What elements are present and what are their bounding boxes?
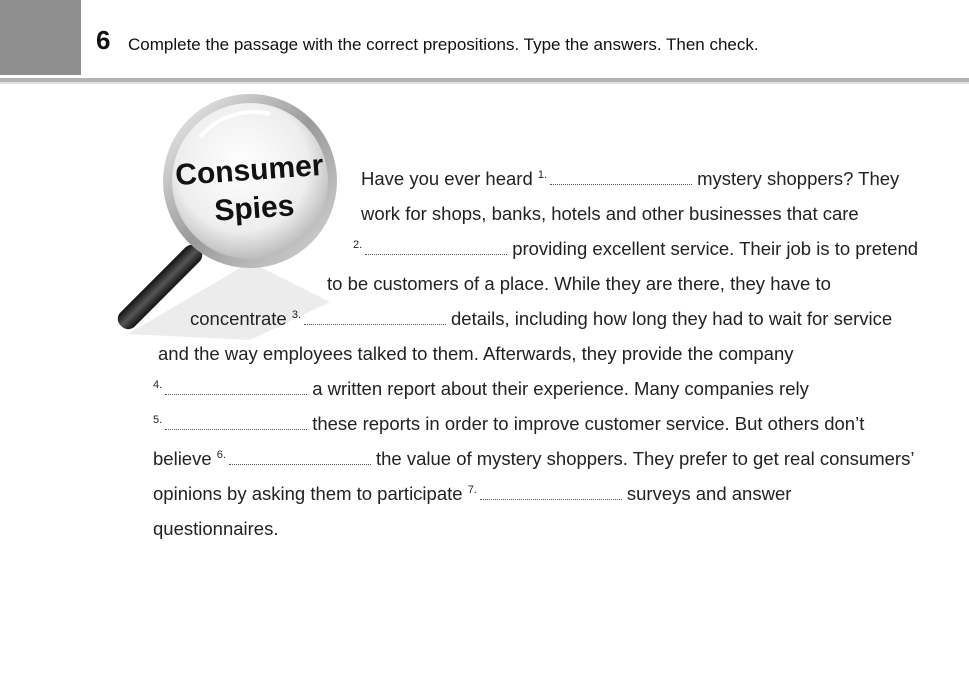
magnifying-glass-logo	[100, 92, 350, 342]
answer-blank-4[interactable]	[165, 384, 307, 395]
logo-text-line1: Consumer	[174, 148, 325, 193]
passage-line-1: Have you ever heard $^{1.}$ mystery shoppers? They	[361, 168, 900, 189]
answer-blank-2[interactable]	[365, 244, 507, 255]
blank-number-6: 6.	[216, 449, 226, 461]
passage-line-6: and the way employees talked to them. Afterwards, they provide the company	[158, 343, 794, 364]
blank-number-1: 1.	[537, 169, 548, 181]
blank-number-3: 3.	[291, 309, 302, 321]
answer-blank-5[interactable]	[165, 419, 307, 430]
passage-line-9: believe $^{6.}$ the value of mystery shoppers. They prefer to get real consumers’	[153, 448, 915, 469]
blank-number-2: 2.	[353, 239, 363, 251]
passage-line-7: $^{4.}$ a written report about their experience. Many companies rely	[153, 378, 809, 399]
answer-blank-1[interactable]	[550, 174, 692, 185]
header-divider-shadow	[0, 82, 969, 84]
passage-line-3: $^{2.}$ providing excellent service. Their job is to pretend	[353, 238, 919, 259]
header-gray-block	[0, 0, 81, 75]
answer-blank-6[interactable]	[229, 454, 371, 465]
answer-blank-7[interactable]	[480, 489, 622, 500]
answer-blank-3[interactable]	[304, 314, 446, 325]
blank-number-5: 5.	[153, 414, 163, 426]
logo-text-line2: Spies	[213, 189, 296, 228]
exercise-instruction: Complete the passage with the correct prepositions. Type the answers. Then check.	[128, 35, 759, 54]
blank-number-4: 4.	[153, 379, 163, 391]
passage-line-11: questionnaires.	[153, 518, 279, 539]
passage-line-5: concentrate $^{3.}$ details, including how long they had to wait for service	[190, 308, 893, 329]
blank-number-7: 7.	[467, 484, 477, 496]
passage-line-8: $^{5.}$ these reports in order to improve customer service. But others don’t	[153, 413, 865, 434]
passage-line-2: work for shops, banks, hotels and other businesses that care	[361, 203, 859, 224]
passage-line-10: opinions by asking them to participate $^{7.}$ surveys and answer	[153, 483, 792, 504]
passage-line-4: to be customers of a place. While they are there, they have to	[327, 273, 831, 294]
exercise-number: 6	[96, 25, 111, 55]
